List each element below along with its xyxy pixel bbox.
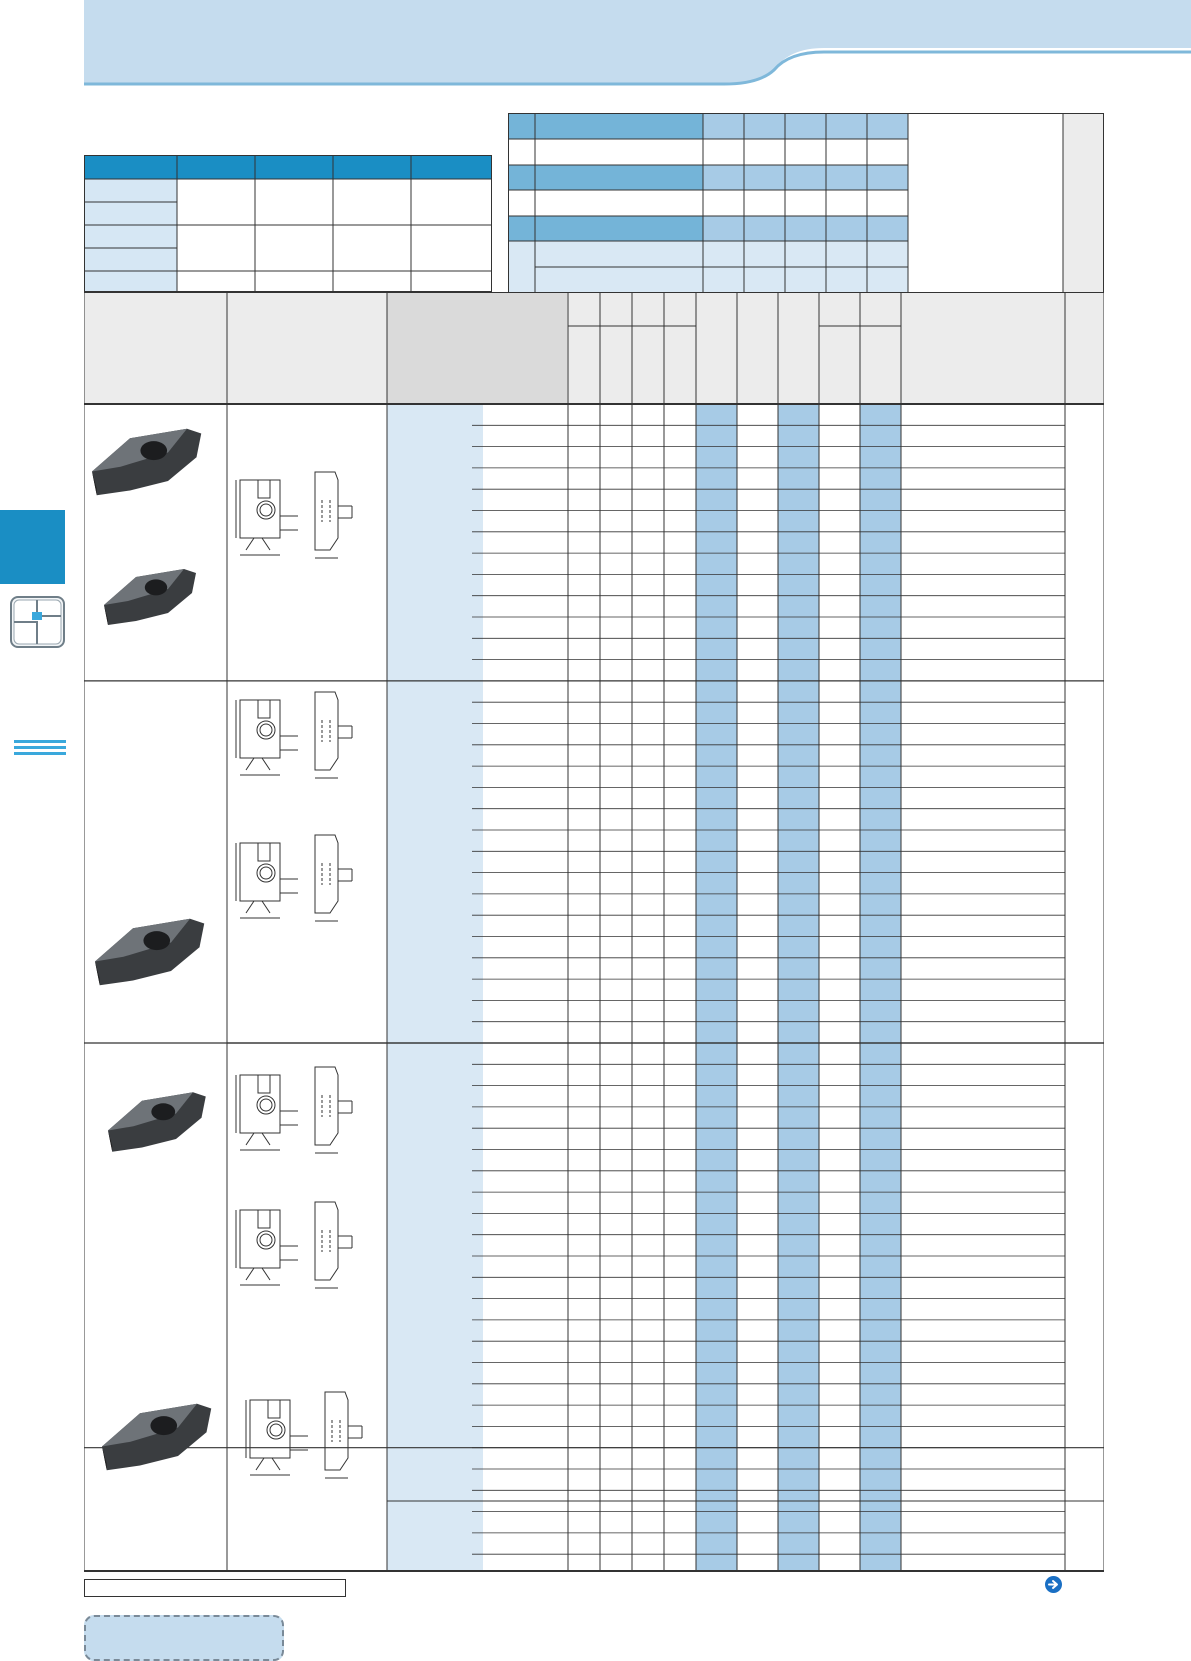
insert-photo (92, 429, 201, 496)
legend-table (84, 155, 492, 292)
insert-photo (108, 1092, 206, 1152)
grooving-insert-category-icon (10, 596, 65, 648)
header-shape-cell (84, 292, 387, 404)
grade-table (508, 113, 1104, 293)
insert-photo (102, 1404, 211, 1471)
footnote-box (84, 1579, 346, 1597)
right-arrow-circle-icon[interactable] (1045, 1576, 1062, 1593)
side-stripe (14, 740, 66, 743)
grade-column (860, 404, 901, 1572)
header-dimension-cell (567, 292, 901, 326)
insert-drawing (236, 692, 352, 778)
product-table (84, 292, 1104, 1572)
side-stripe (14, 746, 66, 749)
insert-drawing (236, 1202, 352, 1288)
note-box (84, 1615, 284, 1661)
insert-drawing (236, 835, 352, 921)
side-stripe (14, 752, 66, 755)
header-code-cell (387, 292, 567, 404)
insert-drawing (246, 1392, 362, 1478)
grade-column (696, 404, 737, 1572)
grade-column (778, 404, 819, 1572)
insert-drawing (236, 1067, 352, 1153)
insert-photo (104, 569, 196, 625)
category-tab[interactable] (0, 510, 65, 584)
material-column (387, 404, 483, 1572)
header-note-cell (901, 292, 1065, 404)
header-band (84, 0, 1191, 90)
insert-photo (95, 919, 204, 986)
insert-drawing (236, 472, 352, 558)
